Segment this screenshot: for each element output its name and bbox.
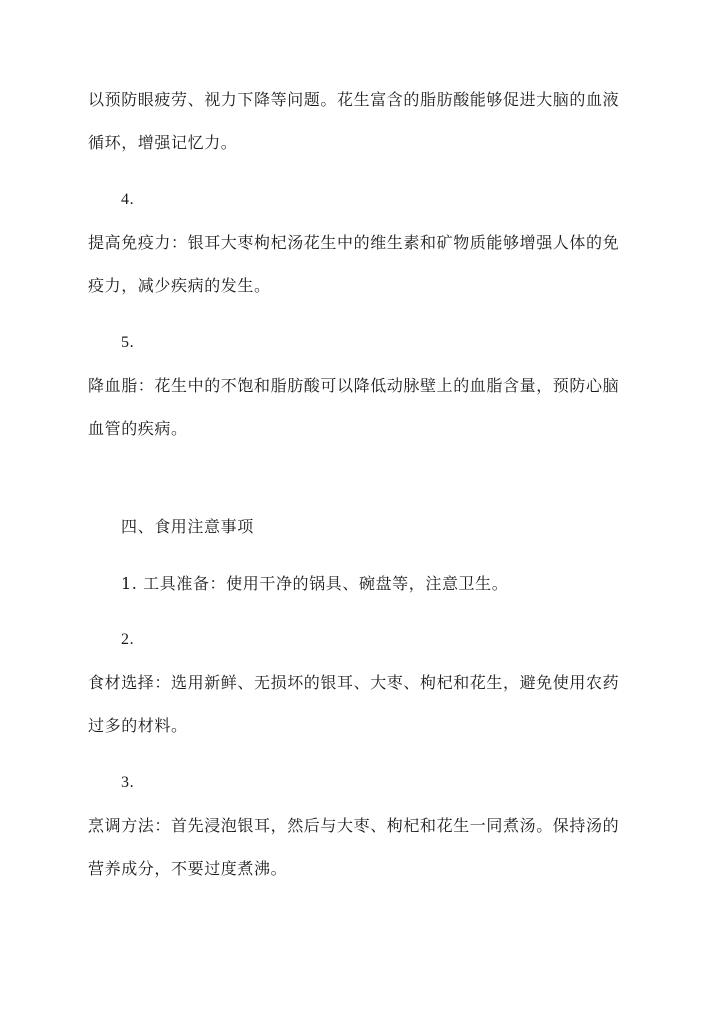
- paragraph-line: 以预防眼疲劳、视力下降等问题。花生富含的脂肪酸能够促进大脑的血液: [88, 90, 620, 109]
- paragraph-line: 营养成分，不要过度煮沸。: [88, 859, 288, 878]
- list-number: 3.: [121, 774, 135, 791]
- list-number: 2.: [121, 631, 135, 648]
- list-item: 1. 工具准备：使用干净的锅具、碗盘等，注意卫生。: [121, 574, 509, 593]
- paragraph-line: 过多的材料。: [88, 716, 188, 735]
- paragraph-line: 循环，增强记忆力。: [88, 133, 238, 152]
- list-number: 5.: [121, 334, 135, 351]
- list-number: 4.: [121, 191, 135, 208]
- paragraph-line: 疫力，减少疾病的发生。: [88, 276, 271, 295]
- paragraph-line: 提高免疫力：银耳大枣枸杞汤花生中的维生素和矿物质能够增强人体的免: [88, 233, 620, 252]
- section-heading: 四、食用注意事项: [121, 517, 254, 536]
- paragraph-line: 血管的疾病。: [88, 419, 188, 438]
- paragraph-line: 烹调方法：首先浸泡银耳，然后与大枣、枸杞和花生一同煮汤。保持汤的: [88, 816, 620, 835]
- paragraph-line: 食材选择：选用新鲜、无损坏的银耳、大枣、枸杞和花生，避免使用农药: [88, 673, 620, 692]
- paragraph-line: 降血脂：花生中的不饱和脂肪酸可以降低动脉壁上的血脂含量，预防心脑: [88, 376, 620, 395]
